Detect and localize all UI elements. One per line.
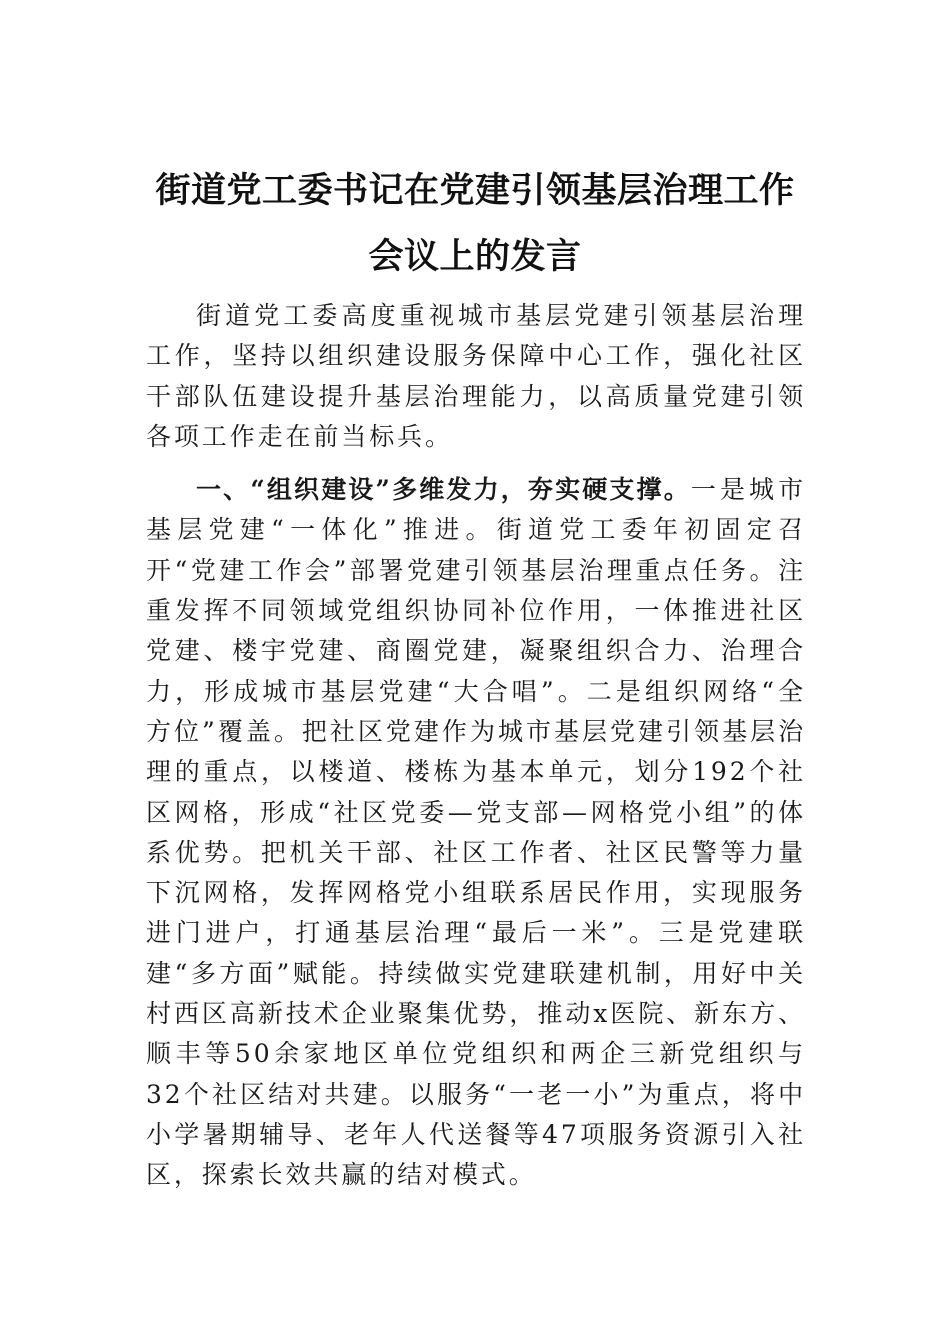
- section-1-heading: 一、“组织建设”多维发力，夯实硬支撑。: [196, 475, 691, 505]
- document-title-line-2: 会议上的发言: [368, 236, 582, 277]
- intro-paragraph: 街道党工委高度重视城市基层党建引领基层治理工作，坚持以组织建设服务保障中心工作，强化社区干部队伍建设提升基层治理能力，以高质量党建引领各项工作走在前当标兵。: [146, 301, 806, 451]
- section-1-body: 一是城市基层党建“一体化”推进。街道党工委年初固定召开“党建工作会”部署党建引领基层治理重点任务。注重发挥不同领域党组织协同补位作用，一体推进社区党建、楼宇党建、商圈党建，凝聚组织合力、治理合力，形成城市基层党建“大合唱”。二是组织网络“全方位”覆盖。把社区党建作为城市基层党建引领基层治理的重点，以楼道、楼栋为基本单元，划分192个社区网格，形成“社区党委—党支部—网格党小组”的体系优势。把机关干部、社区工作者、社区民警等力量下沉网格，发挥网格党小组联系居民作用，实现服务进门进户，打通基层治理“最后一米”。三是党建联建“多方面”赋能。持续做实党建联建机制，用好中关村西区高新技术企业聚集优势，推动x医院、新东方、顺丰等50余家地区单位党组织和两企三新党组织与32个社区结对共建。以服务“一老一小”为重点，将中小学暑期辅导、老年人代送餐等47项服务资源引入社区，探索长效共赢的结对模式。: [146, 475, 807, 1190]
- section-1-paragraph: [146, 470, 806, 1195]
- document-body: [146, 296, 806, 1196]
- document-title-line-1: 街道党工委书记在党建引领基层治理工作: [155, 170, 795, 211]
